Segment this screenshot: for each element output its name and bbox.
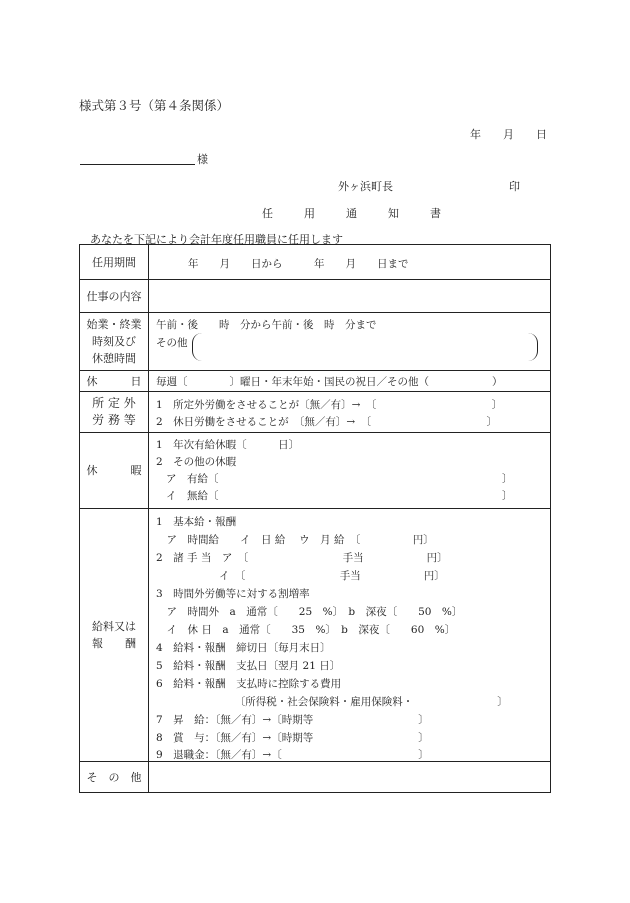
label-job: 仕事の内容 [80,280,149,312]
row-other [80,762,550,792]
intro-text: あなたを下記により会計年度任用職員に任用します [90,233,343,246]
hours-line-2: その他 [156,337,188,349]
label-other: そ の 他 [80,762,149,792]
hours-content [152,313,550,370]
label-hours-3: 休憩時間 [92,352,136,365]
pay-line: 〔所得税・社会保険料・雇用保険料・ 〕 [156,696,508,708]
label-hours [80,313,149,370]
label-overtime-2: 労 務 等 [92,413,136,427]
pay-line: ア 時間外 a 通常〔 25 %〕 b 深夜〔 50 %〕 [156,606,463,618]
hours-other-bracket [192,333,538,361]
document-title: 任 用 通 知 書 [262,207,451,220]
row-job [80,280,550,313]
addressee-name-line [80,164,195,165]
pay-line: 3 時間外労働等に対する割増率 [156,588,310,600]
pay-line: ア 時間給 イ 日 給 ウ 月 給 〔 円〕 [156,534,434,546]
period-text: 年 月 日から 年 月 日まで [188,258,409,270]
issuer-title: 外ヶ浜町長 [338,180,393,193]
overtime-line-1: 1 所定外労働をさせることが〔無／有〕→ 〔 〕 [156,399,503,411]
issue-date: 年 月 日 [470,128,547,141]
row-period [80,245,550,280]
leave-line-1: 1 年次有給休暇〔 日〕 [156,439,300,451]
appointment-form-table [79,244,551,793]
label-holiday: 休 日 [80,371,149,391]
addressee-suffix: 様 [197,153,208,166]
leave-content [152,433,550,508]
hours-line-1: 午前・後 時 分から午前・後 時 分まで [156,319,377,331]
pay-line: 2 諸 手 当 ア 〔 手当 円〕 [156,552,448,564]
pay-line: 5 給料・報酬 支払日〔翌月 21 日〕 [156,660,341,672]
row-leave [80,433,550,509]
other-content [152,762,550,792]
label-pay-2: 報 酬 [92,637,136,650]
period-content [152,245,550,279]
pay-line: イ 〔 手当 円〕 [156,570,445,582]
pay-line: イ 休 日 a 通常〔 35 %〕 b 深夜〔 60 %〕 [156,624,456,636]
pay-line: 7 昇 給：〔無／有〕→〔時期等 〕 [156,714,429,726]
leave-line-3: ア 有給〔 〕 [166,473,513,485]
label-hours-1: 始業・終業 [86,318,142,331]
label-leave: 休 暇 [80,433,149,508]
pay-line: 1 基本給・報酬 [156,516,237,528]
label-pay-1: 給料又は [92,620,136,633]
holiday-text: 毎週〔 〕曜日・年末年始・国民の祝日／その他（ ） [156,376,503,388]
seal-mark: 印 [509,180,520,193]
overtime-line-2: 2 休日労働をさせることが 〔無／有〕→ 〔 〕 [156,416,497,428]
holiday-content [152,371,550,391]
pay-content [152,509,550,761]
pay-line: 4 給料・報酬 締切日〔毎月末日〕 [156,642,331,654]
job-content [152,280,550,312]
pay-line: 9 退職金：〔無／有〕→〔 〕 [156,749,429,761]
row-overtime [80,392,550,433]
label-hours-2: 時刻及び [92,335,136,348]
label-pay [80,509,149,761]
overtime-content [152,392,550,432]
row-holiday [80,371,550,392]
leave-line-2: 2 その他の休暇 [156,456,237,468]
pay-line: 8 賞 与：〔無／有〕→〔時期等 〕 [156,732,429,744]
label-period: 任用期間 [80,245,149,279]
label-overtime-1: 所 定 外 [92,396,136,410]
leave-line-4: イ 無給〔 〕 [166,490,513,502]
label-overtime [80,392,149,432]
row-hours [80,313,550,371]
pay-line: 6 給料・報酬 支払時に控除する費用 [156,678,342,690]
form-number: 様式第３号（第４条関係） [79,98,230,113]
row-pay [80,509,550,762]
